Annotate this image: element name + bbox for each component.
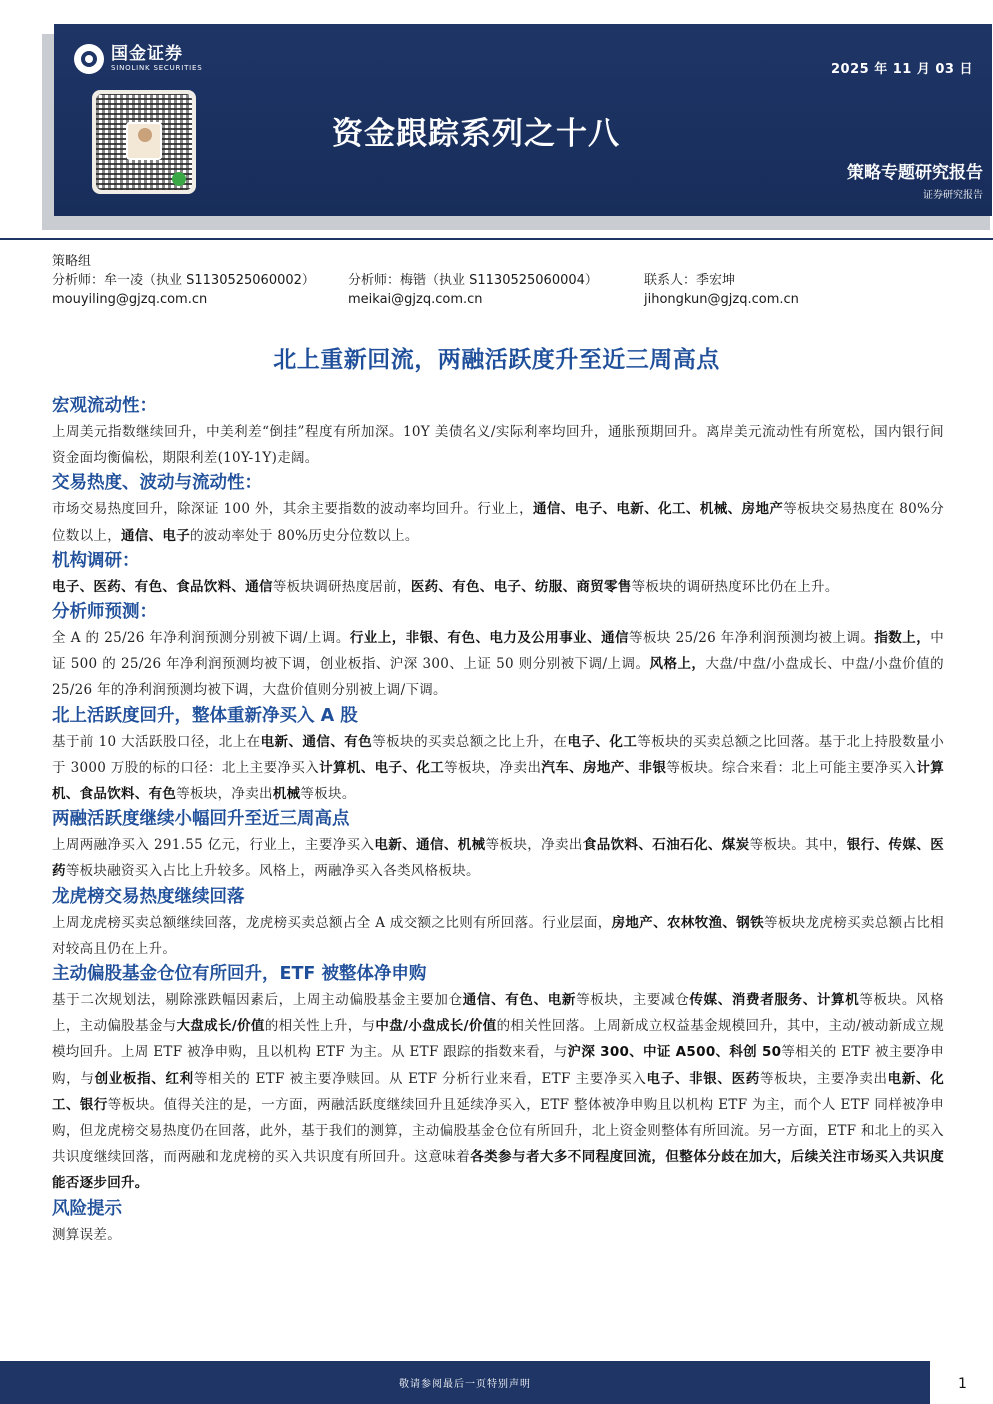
section-body	[52, 419, 944, 471]
page-number: 1	[958, 1376, 967, 1392]
body-text: 等板块龙虎榜买卖总额占比相对较高且仍在上升。	[52, 914, 944, 957]
qr-center-logo	[126, 122, 162, 160]
body-text: 等相关的 ETF 被主要净赎回。从 ETF 分析行业来看，ETF 主要净买入	[193, 1070, 647, 1087]
body-text: 等板块。值得关注的是，一方面，两融活跃度继续回升且延续净买入，ETF 整体被净申购且以机构 ETF 为主，而个人 ETF 同样被净申购，但龙虎榜交易热度仍在回落，此外，基于我们的测算，主动偏股基金仓位有所回升，北上资金则整体有所回流。另一方面，ETF 和北上的买入共识度继续回落，而两融和龙虎榜的买入共识度有所回升。这意味着	[52, 1096, 944, 1166]
analyst-2-email[interactable]: meikai@gjzq.com.cn	[348, 292, 483, 307]
section-heading: 机构调研：	[52, 550, 140, 571]
logo-name-en: SINOLINK SECURITIES	[111, 64, 203, 72]
highlight-text: 机械	[272, 786, 301, 803]
body-text: 等板块 25/26 年净利润预测均被上调。	[629, 630, 875, 647]
analyst-group-row	[52, 252, 952, 271]
body-text: 等板块交易热度在 80%分位数以上，	[52, 501, 945, 544]
section-macro-liquidity	[52, 394, 944, 471]
highlight-text: 房地产、农林牧渔、钢铁	[611, 914, 764, 931]
highlight-text: 银行、传媒、医药	[52, 837, 944, 880]
section-fund-positions	[52, 962, 944, 1197]
mini-program-icon	[172, 172, 186, 186]
report-type: 策略专题研究报告	[847, 163, 983, 183]
report-date: 2025 年 11 月 03 日	[831, 62, 973, 77]
section-heading: 交易热度、波动与流动性：	[52, 473, 262, 494]
analyst-email-row	[52, 290, 952, 309]
section-risk	[52, 1197, 944, 1248]
logo-name-cn: 国金证券	[111, 44, 183, 64]
section-institutional-research	[52, 549, 944, 600]
highlight-text: 电新、通信、机械	[374, 837, 486, 854]
body-text: 等板块的买卖总额之比上升，在	[372, 733, 568, 750]
highlight-text: 电子、医药、有色、食品饮料、通信	[52, 578, 273, 595]
body-text: 等板块，主要净卖出	[759, 1070, 888, 1087]
analyst-1-email[interactable]: mouyiling@gjzq.com.cn	[52, 292, 208, 307]
highlight-text: 电子、化工	[567, 733, 638, 750]
contact-email[interactable]: jihongkun@gjzq.com.cn	[644, 292, 799, 307]
body-text: 基于前 10 大活跃股口径，北上在	[52, 733, 261, 750]
body-text: 测算误差。	[52, 1226, 121, 1243]
highlight-text: 传媒、消费者服务、计算机	[689, 992, 860, 1009]
series-title: 资金跟踪系列之十八	[332, 116, 620, 152]
body-text: 上周两融净买入 291.55 亿元，行业上，主要净买入	[52, 837, 375, 854]
section-heading: 分析师预测：	[52, 602, 157, 623]
section-heading: 北上活跃度回升，整体重新净买入 A 股	[52, 705, 358, 726]
logo-text	[111, 45, 202, 73]
section-dragon-tiger-list	[52, 885, 944, 962]
highlight-text: 创业板指、红利	[94, 1070, 194, 1087]
highlight-text: 风格上，	[649, 656, 706, 673]
qr-code-pattern	[96, 94, 192, 190]
logo-mark-icon	[74, 44, 104, 74]
highlight-text: 各类参与者大多不同程度回流，但整体分歧在加大，后续关注市场买入共识度能否逐步回升。	[52, 1149, 944, 1192]
body-text: 的相关性回落。上周新成立权益基金规模回升，其中，主动/被动新成立规模均回升。上周 ETF 被净申购，且以机构 ETF 为主。从 ETF 跟踪的指数来看，与	[52, 1018, 944, 1061]
qr-code-icon	[92, 90, 196, 194]
section-body	[52, 910, 944, 962]
highlight-text: 通信、电子、电新、化工、机械、房地产	[532, 501, 784, 518]
contact-name: 联系人：季宏坤	[644, 273, 736, 288]
body-text: 上周美元指数继续回升，中美利差“倒挂”程度有所加深。10Y 美债名义/实际利率均回升，通胀预期回升。离岸美元流动性有所宽松，国内银行间资金面均衡偏松，期限利差(10Y-1Y)走阔。	[52, 424, 944, 467]
section-analyst-forecast	[52, 600, 944, 704]
main-title: 北上重新回流，两融活跃度升至近三周高点	[273, 347, 720, 373]
highlight-text: 电新、通信、有色	[260, 733, 373, 750]
body-text: 等板块，主要减仓	[576, 992, 690, 1009]
body-text: 等板块。综合来看：北上可能主要净买入	[666, 759, 917, 776]
body-text: 基于二次规划法，剔除涨跌幅因素后，上周主动偏股基金主要加仓	[52, 992, 463, 1009]
highlight-text: 沪深 300、中证 A500、科创 50	[567, 1044, 782, 1061]
highlight-text: 计算机、食品饮料、有色	[52, 759, 945, 803]
highlight-text: 计算机、电子、化工	[319, 759, 445, 776]
body-text: 等板块。	[300, 786, 356, 803]
section-heading: 龙虎榜交易热度继续回落	[52, 886, 245, 907]
section-body	[52, 987, 944, 1197]
header-divider	[0, 238, 993, 240]
body-text: 的波动率处于 80%历史分位数以上。	[190, 527, 419, 544]
body-text: 等板块，净卖出	[485, 837, 583, 854]
body-text: 全 A 的 25/26 年净利润预测分别被下调/上调。	[52, 630, 350, 647]
highlight-text: 通信、电子	[121, 527, 190, 544]
body-text: 等板块的买卖总额之比回落。基于北上持股数量小于 3000 万股的标的口径：北上主要净买入	[52, 733, 945, 776]
section-body	[52, 729, 944, 808]
body-text: 等板块融资买入占比上升较多。风格上，两融净买入各类风格板块。	[65, 863, 480, 880]
highlight-text: 中盘/小盘成长/价值	[375, 1018, 497, 1035]
highlight-text: 大盘成长/价值	[176, 1018, 265, 1035]
body-text: 等板块，净卖出	[176, 786, 273, 803]
body-text: 等板块，净卖出	[444, 759, 542, 776]
section-trading-heat	[52, 471, 944, 548]
highlight-text: 电子、非银、医药	[646, 1070, 760, 1087]
highlight-text: 电新、化工、银行	[52, 1070, 944, 1113]
highlight-text: 通信、有色、电新	[462, 992, 577, 1009]
section-heading: 宏观流动性：	[52, 396, 157, 416]
company-logo	[74, 44, 202, 74]
section-body	[52, 496, 944, 548]
body-text: 大盘/中盘/小盘成长、中盘/小盘价值的 25/26 年的净利润预测均被下调，大盘价值则分别被上调/下调。	[52, 656, 944, 699]
section-body	[52, 832, 944, 884]
highlight-text: 医药、有色、电子、纺服、商贸零售	[410, 578, 632, 595]
body-text: 等相关的 ETF 被主要净申购，与	[52, 1044, 944, 1087]
analyst-group: 策略组	[52, 254, 92, 269]
analyst-1-name: 分析师：牟一凌（执业 S1130525060002）	[52, 273, 315, 288]
section-body	[52, 1222, 944, 1248]
section-heading: 两融活跃度继续小幅回升至近三周高点	[52, 809, 350, 830]
section-northbound	[52, 704, 944, 808]
report-content	[52, 394, 944, 1248]
analyst-block	[52, 252, 952, 309]
body-text: 的相关性上升，与	[264, 1018, 376, 1035]
body-text: 等板块调研热度居前，	[272, 578, 411, 595]
analyst-name-row	[52, 271, 952, 290]
body-text: 中证 500 的 25/26 年净利润预测均被下调，创业板指、沪深 300、上证 50 则分别被下调/上调。	[52, 630, 944, 673]
body-text: 等板块的调研热度环比仍在上升。	[631, 578, 839, 595]
section-body	[52, 625, 944, 704]
highlight-text: 指数上，	[874, 630, 931, 647]
highlight-text: 食品饮料、石油石化、煤炭	[582, 837, 750, 854]
body-text: 上周龙虎榜买卖总额继续回落，龙虎榜买卖总额占全 A 成交额之比则有所回落。行业层面，	[52, 914, 612, 931]
body-text: 市场交易热度回升，除深证 100 外，其余主要指数的波动率均回升。行业上，	[52, 501, 533, 518]
report-subtype: 证券研究报告	[923, 190, 983, 201]
highlight-text: 汽车、房地产、非银	[541, 759, 667, 776]
section-body	[52, 574, 944, 600]
analyst-2-name: 分析师：梅锴（执业 S1130525060004）	[348, 273, 598, 288]
highlight-text: 行业上，非银、有色、电力及公用事业、通信	[349, 630, 629, 647]
body-text: 等板块。风格上，主动偏股基金与	[52, 992, 944, 1035]
footer-disclaimer-note: 敬请参阅最后一页特别声明	[399, 1379, 531, 1390]
section-heading: 风险提示	[52, 1198, 122, 1219]
body-text: 等板块。其中，	[749, 837, 847, 854]
section-margin-trading	[52, 807, 944, 884]
section-heading: 主动偏股基金仓位有所回升，ETF 被整体净申购	[52, 964, 427, 985]
